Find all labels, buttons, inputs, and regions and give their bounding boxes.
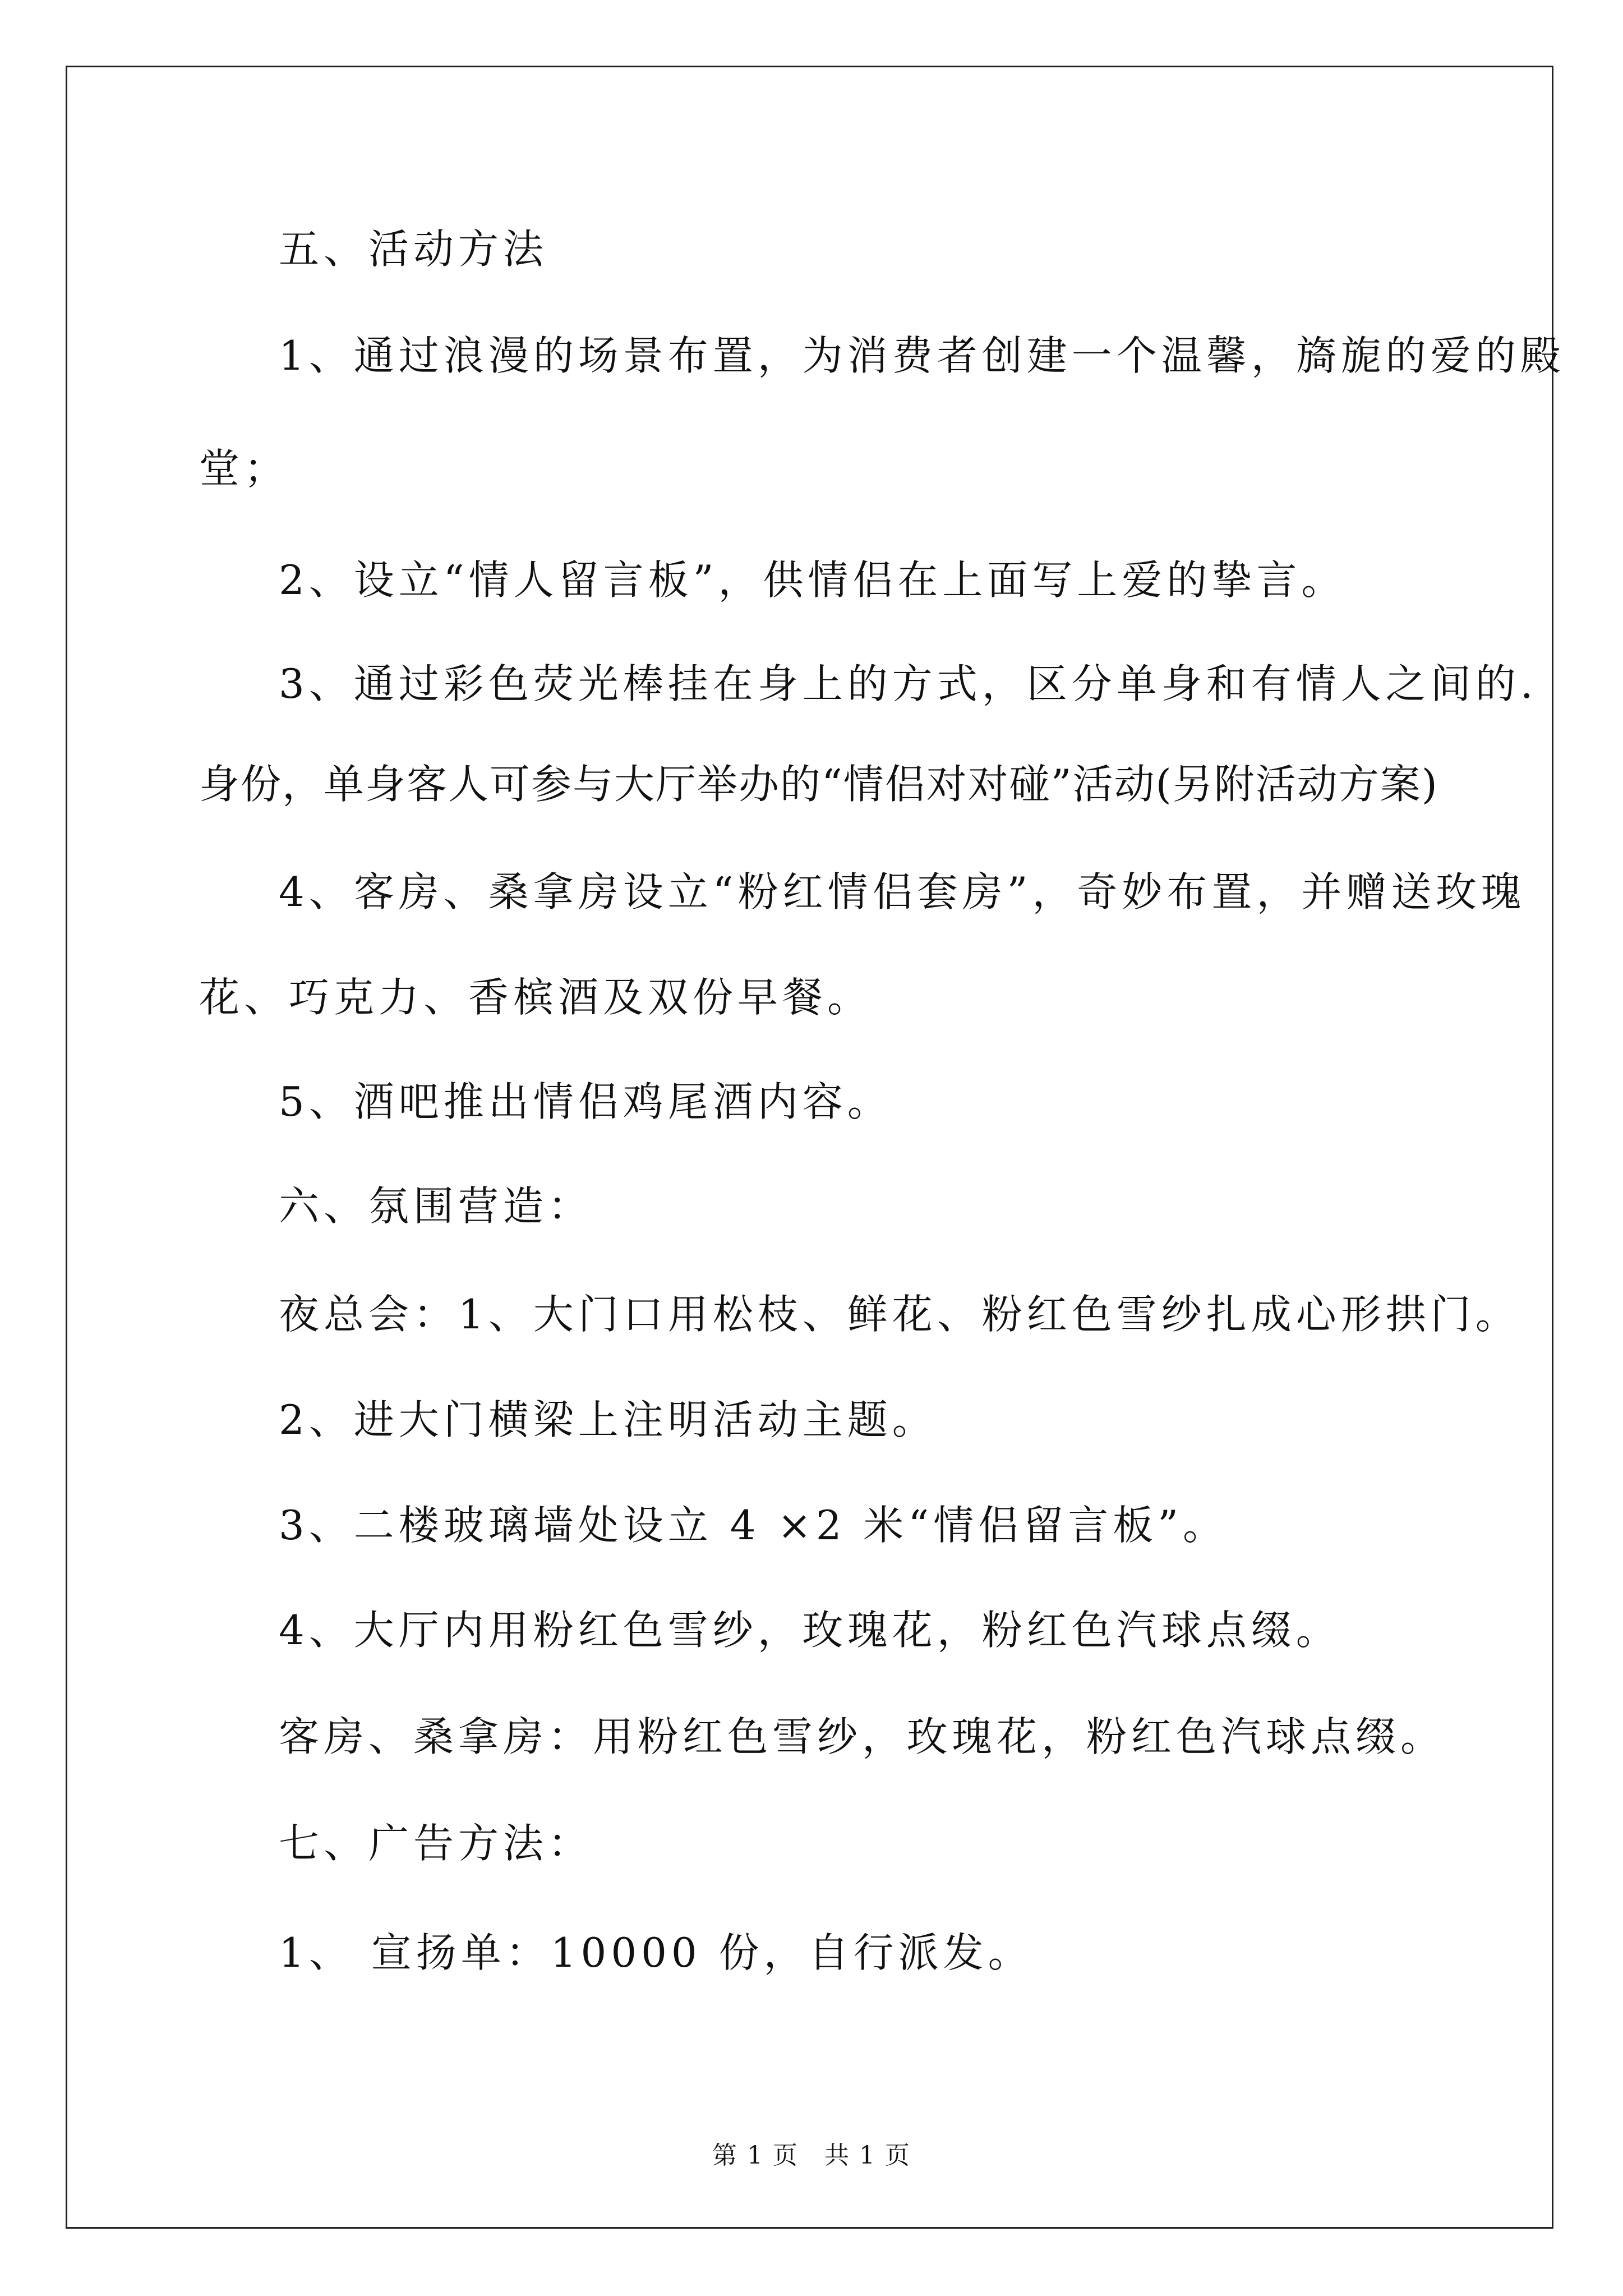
paragraph-line: 3、二楼玻璃墙处设立 4 ×2 米“情侣留言板”。 — [279, 1502, 1228, 1549]
paragraph-line: 2、进大门横梁上注明活动主题。 — [279, 1396, 937, 1443]
paragraph-line: 4、大厅内用粉红色雪纱，玫瑰花，粉红色汽球点缀。 — [279, 1607, 1341, 1654]
paragraph-line: 1、 宣扬单：10000 份，自行派发。 — [279, 1929, 1033, 1976]
page-footer: 第 1 页 共 1 页 — [712, 2141, 911, 2170]
paragraph-line: 堂； — [199, 445, 289, 492]
section-heading-activity-methods: 五、活动方法 — [279, 226, 548, 273]
paragraph-line: 3、通过彩色荧光棒挂在身上的方式，区分单身和有情人之间的. — [279, 660, 1538, 707]
paragraph-line: 客房、桑拿房：用粉红色雪纱，玫瑰花，粉红色汽球点缀。 — [279, 1713, 1446, 1760]
page-border — [66, 66, 1553, 2229]
paragraph-line: 花、巧克力、香槟酒及双份早餐。 — [199, 974, 873, 1021]
paragraph-line: 身份，单身客人可参与大厅举办的“情侣对对碰”活动(另附活动方案) — [199, 761, 1438, 808]
paragraph-line: 夜总会：1、大门口用松枝、鲜花、粉红色雪纱扎成心形拱门。 — [279, 1291, 1520, 1338]
paragraph-line: 1、通过浪漫的场景布置，为消费者创建一个温馨，旖旎的爱的殿 — [279, 332, 1565, 379]
paragraph-line: 2、设立“情人留言板”，供情侣在上面写上爱的挚言。 — [279, 556, 1347, 604]
paragraph-line: 4、客房、桑拿房设立“粉红情侣套房”，奇妙布置，并赠送玫瑰 — [279, 868, 1526, 915]
paragraph-line: 5、酒吧推出情侣鸡尾酒内容。 — [279, 1078, 892, 1125]
section-heading-atmosphere: 六、氛围营造： — [279, 1182, 593, 1230]
section-heading-advertising: 七、广告方法： — [279, 1820, 593, 1867]
